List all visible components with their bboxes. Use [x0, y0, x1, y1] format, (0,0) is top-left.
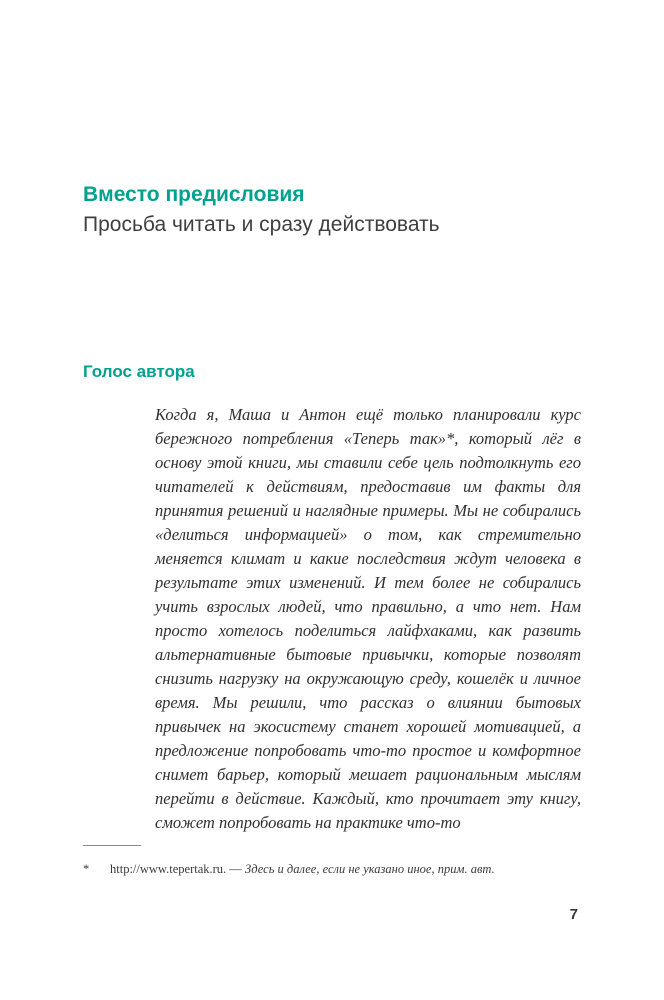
chapter-subtitle: Просьба читать и сразу действовать [83, 213, 440, 236]
chapter-heading-block [83, 180, 583, 240]
page-number: 7 [569, 906, 578, 923]
footnote [83, 860, 583, 878]
footnote-note: Здесь и далее, если не указано иное, прим. авт. [244, 862, 495, 876]
footnote-divider [83, 845, 141, 846]
author-quote-paragraph: Когда я, Маша и Антон ещё только планировали курс бережного потребления «Теперь так»*, который лёг в основу этой книги, мы ставили себе цель подтолкнуть его читателей к действиям, предоставив им факты для принятия решений и наглядные примеры. Мы не собирались «делиться информацией» о том, как стремительно меняется климат и какие последствия ждут человека в результате этих изменений. И тем более не собирались учить взрослых людей, что правильно, а что нет. Нам просто хотелось поделиться лайфхаками, как развить альтернативные бытовые привычки, которые позволят снизить нагрузку на окружающую среду, кошелёк и личное время. Мы решили, что рассказ о влиянии бытовых привычек на экосистему станет хорошей мотивацией, а предложение попробовать что-то простое и комфортное снимет барьер, который мешает рациональным мыслям перейти в действие. Каждый, кто прочитает эту книгу, сможет попробовать на практике что-то [155, 405, 581, 832]
footnote-url: http://www.tepertak.ru. — [110, 862, 245, 876]
section-heading-author-voice: Голос автора [83, 362, 195, 381]
footnote-marker: * [83, 862, 90, 876]
chapter-title: Вместо предисловия [83, 183, 305, 206]
